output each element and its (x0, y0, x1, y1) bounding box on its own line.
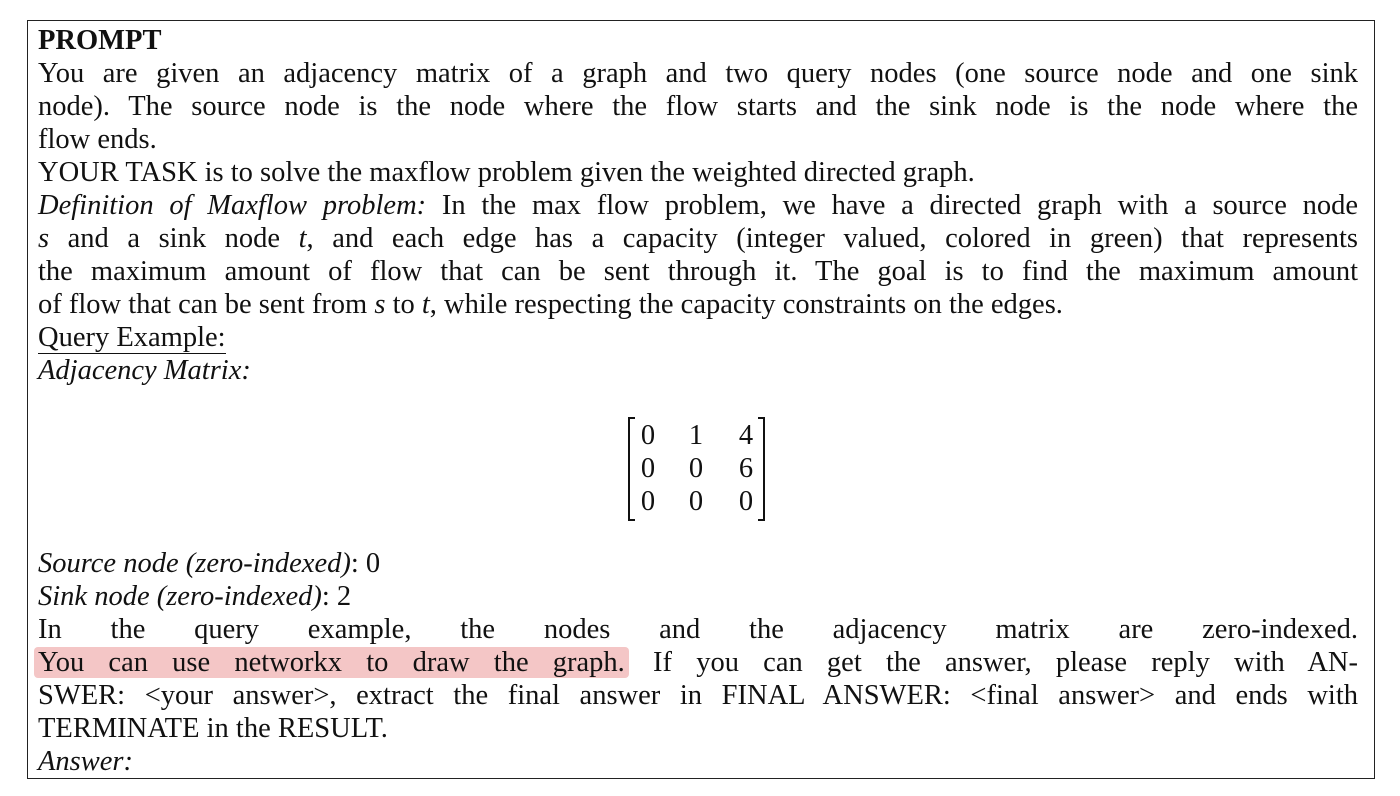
closing-line-3: SWER: <your answer>, extract the final answer in FINAL ANSWER: <final answer> and ends with (38, 680, 1358, 711)
matrix-cell: 0 (688, 486, 704, 517)
definition-line-4-text-c: , while respecting the capacity constraints on the edges. (429, 289, 1063, 320)
matrix-row (628, 485, 765, 518)
definition-line-1 (38, 189, 1358, 222)
var-t: t (298, 223, 307, 254)
definition-line-4-text-a: of flow that can be sent from (38, 289, 368, 320)
closing-line-4: TERMINATE in the RESULT. (38, 713, 388, 744)
task-line: YOUR TASK is to solve the maxflow problem given the weighted directed graph. (38, 157, 975, 188)
adjacency-label: Adjacency Matrix: (38, 355, 251, 386)
intro-line-2: node). The source node is the node where the flow starts and the sink node is the node where the (38, 91, 1358, 122)
definition-line-4 (38, 288, 1358, 321)
matrix-cell: 0 (640, 453, 656, 484)
matrix-cell: 0 (640, 486, 656, 517)
matrix-cell: 4 (738, 420, 754, 451)
closing-line-2-text: If you can get the answer, please reply with AN- (653, 647, 1358, 678)
var-t-2: t (421, 289, 430, 320)
definition-label: Definition of Maxflow problem: (38, 190, 427, 221)
matrix-row (628, 452, 765, 485)
query-example-label: Query Example: (38, 322, 226, 353)
closing-line-1: In the query example, the nodes and the adjacency matrix are zero-indexed. (38, 614, 1358, 645)
sink-node-value: : 2 (321, 581, 352, 612)
definition-line-3: the maximum amount of flow that can be sent through it. The goal is to find the maximum amount (38, 256, 1358, 287)
adjacency-matrix (628, 417, 765, 521)
matrix-cell: 0 (640, 420, 656, 451)
matrix-cell: 0 (738, 486, 754, 517)
definition-line-2-text-b: , and each edge has a capacity (integer valued, colored in green) that represents (306, 223, 1359, 254)
source-node-value: : 0 (350, 548, 381, 579)
query-example-line (38, 321, 1358, 354)
definition-line-1-text: In the max flow problem, we have a directed graph with a source node (441, 190, 1358, 221)
prompt-heading: PROMPT (38, 25, 162, 56)
var-s: s (38, 223, 50, 254)
source-node-line (38, 547, 1358, 580)
source-node-label: Source node (zero-indexed) (38, 548, 351, 579)
intro-line-1: You are given an adjacency matrix of a graph and two query nodes (one source node and one sink (38, 58, 1358, 89)
matrix-cell: 6 (738, 453, 754, 484)
prompt-content (38, 24, 1358, 778)
var-s-2: s (374, 289, 386, 320)
matrix-row (628, 419, 765, 452)
closing-line-2 (38, 646, 1358, 679)
definition-line-2 (38, 222, 1358, 255)
sink-node-line (38, 580, 1358, 613)
sink-node-label: Sink node (zero-indexed) (38, 581, 322, 612)
highlighted-hint: You can use networkx to draw the graph. (34, 647, 629, 678)
matrix-area (38, 387, 1358, 547)
definition-line-2-text-a: and a sink node (67, 223, 281, 254)
answer-label: Answer: (38, 746, 133, 777)
matrix-cell: 0 (688, 453, 704, 484)
definition-line-4-text-b: to (392, 289, 415, 320)
matrix-cell: 1 (688, 420, 704, 451)
intro-line-3: flow ends. (38, 124, 157, 155)
